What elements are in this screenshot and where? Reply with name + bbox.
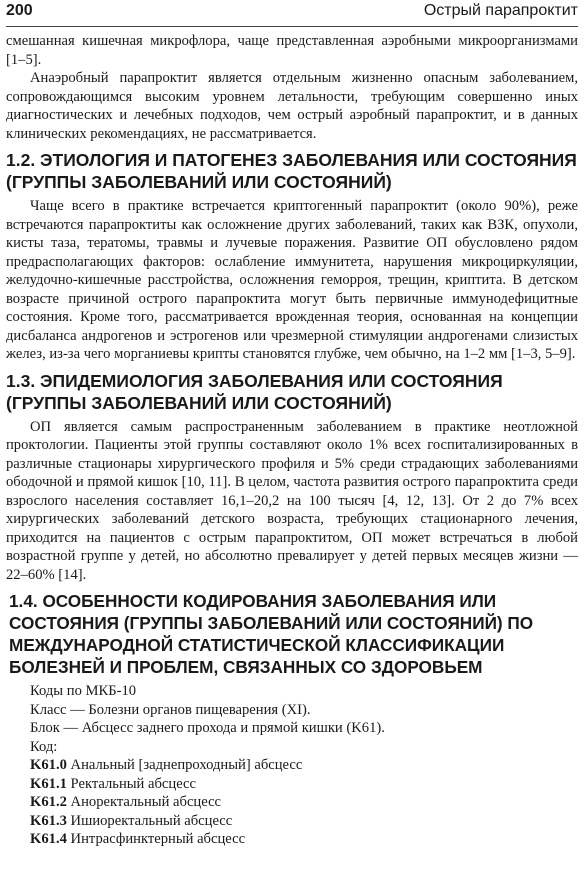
section-heading-1-2: 1.2. ЭТИОЛОГИЯ И ПАТОГЕНЕЗ ЗАБОЛЕВАНИЯ ИЛИ СОСТОЯНИЯ (ГРУППЫ ЗАБОЛЕВАНИЙ ИЛИ СОСТОЯНИЙ) [6,150,577,192]
icd-code-label: Ректальный абсцесс [70,775,197,792]
section-1-2-text: Чаще всего в практике встречается криптогенный парапроктит (около 90%), реже встречаются парапроктиты как осложнение других заболеваний, таких как ВЗК, опухоли, кисты таза, тератомы, травмы и лучевые поражения. Развитие ОП обусловлено рядом предрасполагающих факторов: ослабление иммунитета, нарушения микроциркуляции, желудочно-кишечные расстройства, осложнения геморроя, трещин, криптита. В детском возрасте причиной острого парапроктита могут быть первичные иммунодефицитные состояния. Кроме того, рассматривается врожденная теория, основанная на концепции дисбаланса андрогенов и эстрогенов или чрезмерной стимуляции андрогенами слизистых желез, из-за чего морганиевы крипты становятся глубже, чем обычно, на 1–2 мм [1–3, 5–9]. [6,198,578,362]
running-header [6,0,578,27]
icd-line: Код: [30,738,58,755]
intro-paragraph-1: смешанная кишечная микрофлора, чаще представленная аэробными микроорганизмами [1–5]. [6,33,578,68]
icd-code-row [6,756,578,775]
icd-codes-block [6,682,578,849]
icd-code: K61.3 [30,812,67,829]
section-heading-1-4: 1.4. ОСОБЕННОСТИ КОДИРОВАНИЯ ЗАБОЛЕВАНИЯ ИЛИ СОСТОЯНИЯ (ГРУППЫ ЗАБОЛЕВАНИЙ ИЛИ СОСТОЯНИЙ) ПО МЕЖДУНАРОДНОЙ СТАТИСТИЧЕСКОЙ КЛАССИФИКАЦИИ БОЛЕЗНЕЙ И ПРОБЛЕМ, СВЯЗАННЫХ СО ЗДОРОВЬЕМ [9,591,534,677]
page-body [6,32,578,849]
icd-code-row [6,793,578,812]
icd-code: K61.2 [30,794,67,810]
icd-code-label: Анальный [заднепроходный] абсцесс [70,757,303,773]
icd-line: Блок — Абсцесс заднего прохода и прямой кишки (K61). [30,720,385,736]
icd-code-row [6,775,578,794]
icd-code: K61.0 [30,757,67,773]
icd-code-label: Ишиоректальный абсцесс [70,812,233,829]
section-1-3-text: ОП является самым распространенным заболеванием в практике неотложной проктологии. Пациенты этой группы составляют около 1% всех госпитализированных в различные стационары хирургического профиля и 5% среди страдающих заболеваниями ободочной и прямой кишок [10, 11]. В целом, частота развития острого парапроктита среди взрослого населения составляет 16,1–20,2 на 100 тысяч [4, 12, 13]. От 2 до 7% всех хирургических заболеваний детского возраста, требующих стационарного лечения, приходится на пациентов с острым парапроктитом, ОП может встречаться в любой возрастной группе у детей, но абсолютно превалирует у детей первых месяцев жизни — 22–60% [14]. [6,418,578,583]
icd-code-label: Аноректальный абсцесс [70,794,222,810]
icd-line: Коды по МКБ-10 [30,683,137,699]
icd-code: K61.4 [30,831,67,847]
icd-code-label: Интрасфинктерный абсцесс [70,831,246,847]
section-heading-1-3: 1.3. ЭПИДЕМИОЛОГИЯ ЗАБОЛЕВАНИЯ ИЛИ СОСТОЯНИЯ (ГРУППЫ ЗАБОЛЕВАНИЙ ИЛИ СОСТОЯНИЙ) [6,370,503,413]
icd-line: Класс — Болезни органов пищеварения (XI). [30,701,311,718]
icd-code-row [6,830,578,849]
page-number: 200 [6,2,33,19]
intro-paragraph-2: Анаэробный парапроктит является отдельным жизненно опасным заболеванием, сопровождающимся высоким уровнем летальности, требующим совершенно иных диагностических и лечебных подходов, чем острый аэробный парапроктит, и в данных клинических рекомендациях, не рассматривается. [6,70,578,142]
icd-code: K61.1 [30,775,67,792]
icd-code-row [6,812,578,831]
running-title: Острый парапроктит [423,2,578,19]
